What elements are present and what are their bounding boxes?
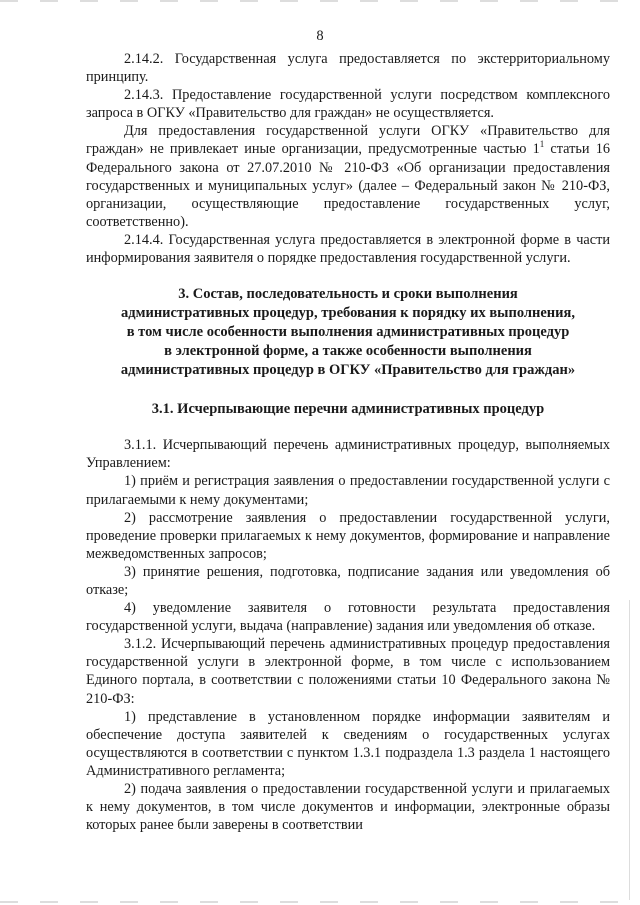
list-item-3-1-2-1: 1) представление в установленном порядке информации заявителям и обеспечение доступа заявителей к сведениям о государственных услугах осуществляются в соответствии с пунктом 1.3.1 подраздела 1.3 раздела 1 настоящего Административного регламента;: [86, 708, 610, 779]
scan-artifact-edge: [629, 600, 630, 900]
paragraph-2-14-3: 2.14.3. Предоставление государственной услуги посредством комплексного запроса в ОГКУ «Правительство для граждан» не осуществляется.: [86, 87, 610, 122]
section-3-heading-line: 3. Состав, последовательность и сроки выполнения: [178, 286, 518, 303]
section-3-heading-line: в том числе особенности выполнения административных процедур: [126, 324, 570, 341]
paragraph-2-14-4: 2.14.4. Государственная услуга предоставляется в электронной форме в части информирования заявителя о порядке предоставления государственной услуги.: [86, 231, 610, 267]
paragraph-3-1-2: 3.1.2. Исчерпывающий перечень административных процедур предоставления государственной услуги в электронной форме, в том числе с использованием Единого портала, в соответствии с положениями статьи 10 Федерального закона № 210-ФЗ:: [86, 636, 610, 707]
section-3-heading-line: административных процедур, требования к порядку их выполнения,: [121, 305, 575, 322]
list-item-3-1-1-4: 4) уведомление заявителя о готовности результата предоставления государственной услуги, выдача (направление) задания или уведомления об отказе.: [86, 600, 610, 635]
section-3-heading: [86, 285, 610, 380]
section-3-heading-line: административных процедур в ОГКУ «Правительство для граждан»: [120, 362, 576, 379]
list-item-3-1-1-2: 2) рассмотрение заявления о предоставлении государственной услуги, проведение проверки прилагаемых к нему документов, формирование и направление межведомственных запросов;: [86, 509, 610, 562]
section-3-heading-line: в электронной форме, а также особенности выполнения: [164, 343, 532, 360]
paragraph-3-1-1: 3.1.1. Исчерпывающий перечень административных процедур, выполняемых Управлением:: [86, 437, 610, 472]
scan-artifact-top: [0, 0, 640, 2]
paragraph-ogku-text-a: Для предоставления государственной услуги ОГКУ «Правительство для граждан» не привлекает иные организации, предусмотренные частью 1: [86, 123, 610, 158]
paragraph-ogku-text-b: статьи 16 Федерального закона от 27.07.2010 № 210-ФЗ «Об организации предоставления государственных и муниципальных услуг» (далее – Федеральный закон № 210-ФЗ, организации, осуществляющие предоставление государственных услуг, соответственно).: [86, 141, 611, 230]
list-item-3-1-1-1: 1) приём и регистрация заявления о предоставлении государственной услуги с прилагаемыми к нему документами;: [86, 473, 610, 508]
paragraph-2-14-2: 2.14.2. Государственная услуга предоставляется по экстерриториальному принципу.: [86, 51, 610, 86]
scan-artifact-bottom: [0, 901, 640, 903]
superscript-part: 1: [539, 139, 545, 150]
list-item-3-1-1-3: 3) принятие решения, подготовка, подписание задания или уведомления об отказе;: [86, 563, 610, 598]
document-body: [86, 50, 610, 834]
list-item-3-1-2-2: 2) подача заявления о предоставлении государственной услуги и прилагаемых к нему документов, в том числе документов и информации, электронные образы которых ранее были заверены в соответствии: [86, 781, 610, 834]
paragraph-ogku-organizations: [86, 122, 610, 231]
section-3-1-heading: 3.1. Исчерпывающие перечни административных процедур: [151, 401, 545, 418]
page-number: 8: [316, 28, 324, 44]
